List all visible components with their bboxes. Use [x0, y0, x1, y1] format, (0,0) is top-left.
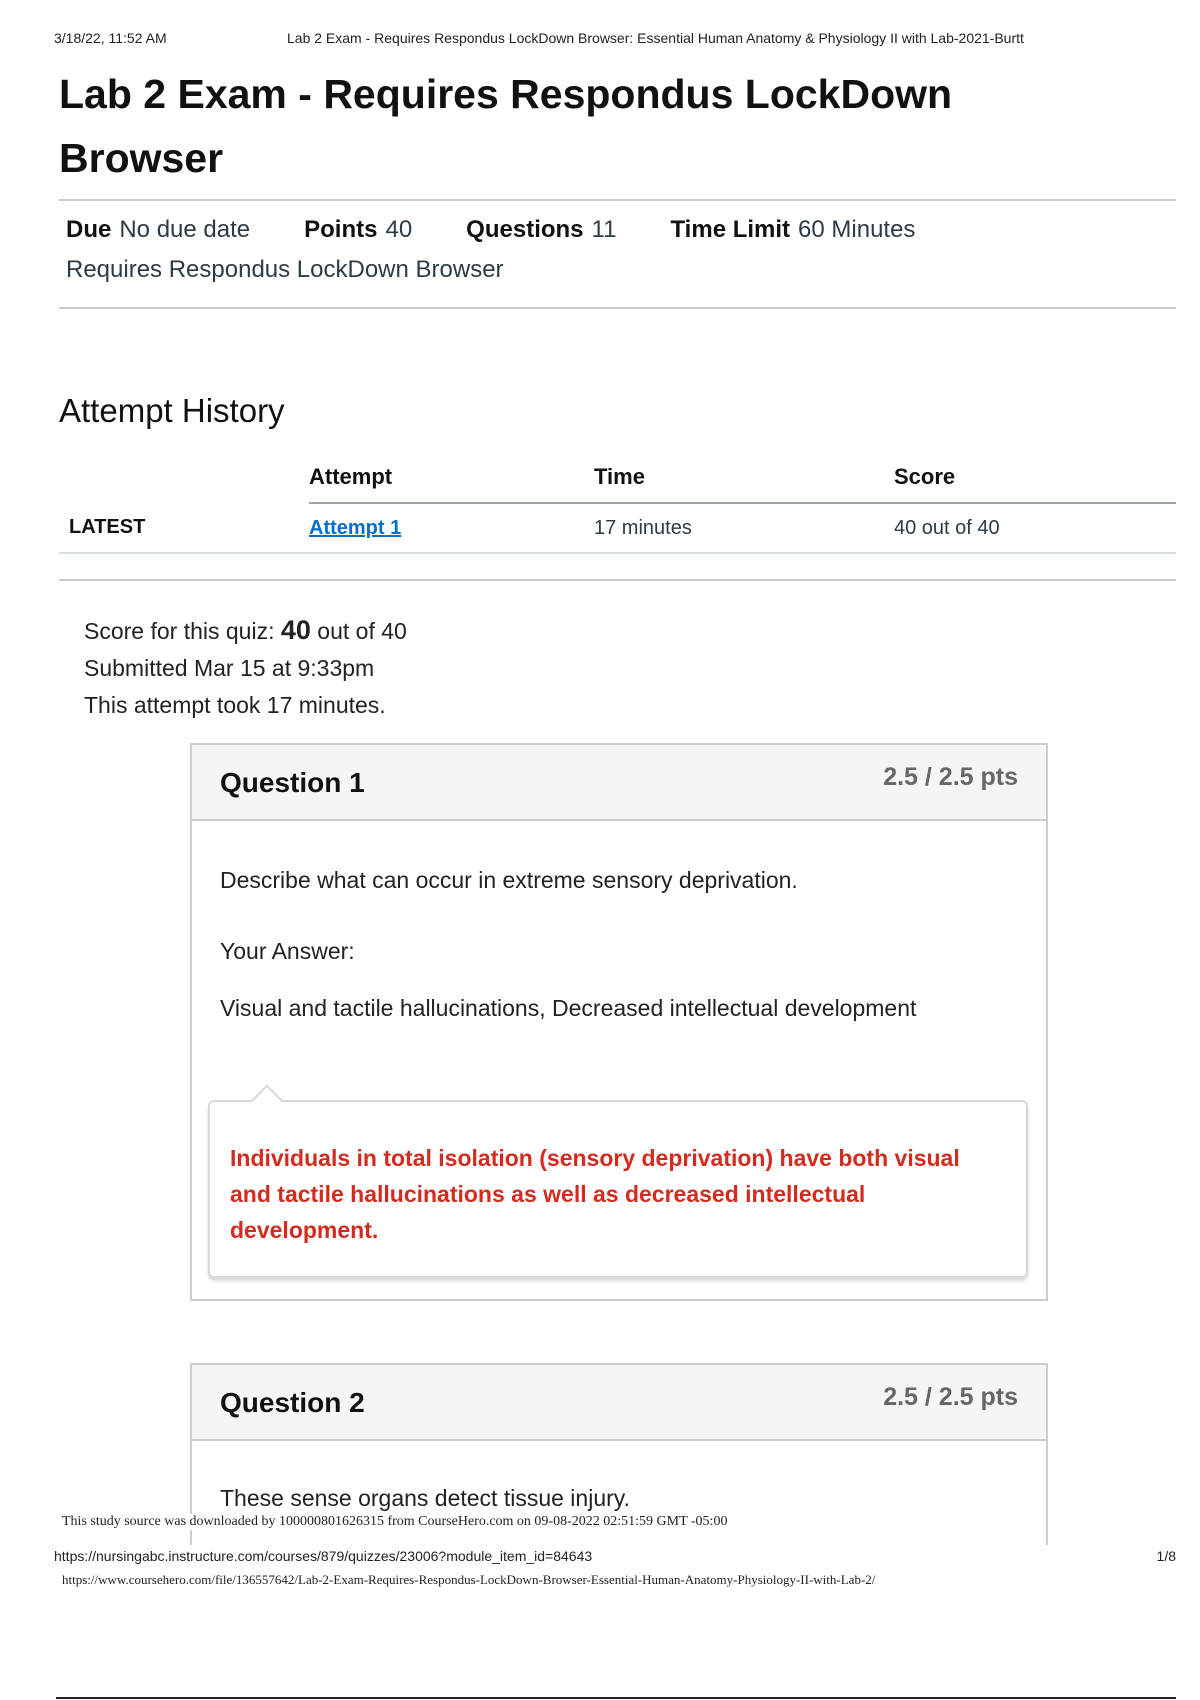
feedback-arrow [251, 1084, 282, 1115]
your-answer-text: Visual and tactile hallucinations, Decreased intellectual development [220, 995, 917, 1021]
details-divider [59, 307, 1176, 309]
question-points: 2.5 / 2.5 pts [883, 1383, 1018, 1411]
question-body [192, 821, 1046, 1022]
latest-tag: LATEST [59, 503, 309, 553]
bottom-divider [56, 1697, 1176, 1699]
title-divider [59, 199, 1176, 201]
submitted-line: Submitted Mar 15 at 9:33pm [84, 655, 375, 681]
question-card [190, 743, 1048, 1301]
print-document-title: Lab 2 Exam - Requires Respondus LockDown Browser: Essential Human Anatomy & Physiology II with Lab-2021-Burtt [287, 30, 1024, 46]
attempt-cell [309, 503, 594, 553]
page-url: https://nursingabc.instructure.com/courses/879/quizzes/23006?module_item_id=84643 [54, 1548, 593, 1564]
column-header-score: Score [894, 452, 1176, 503]
quiz-summary [84, 612, 407, 724]
attempt-1-link[interactable]: Attempt 1 [309, 516, 402, 539]
questions-detail: Questions 11 [466, 216, 617, 243]
time-cell: 17 minutes [594, 503, 894, 553]
lockdown-note: Requires Respondus LockDown Browser [66, 256, 504, 283]
print-date: 3/18/22, 11:52 AM [54, 30, 167, 46]
table-header-blank [59, 452, 309, 503]
feedback-text: Individuals in total isolation (sensory deprivation) have both visual and tactile hallucinations as well as decreased intellectual development. [230, 1145, 960, 1243]
question-name: Question 2 [220, 1387, 365, 1418]
time-limit-detail: Time Limit 60 Minutes [670, 216, 916, 243]
quiz-details [66, 216, 969, 284]
quiz-score-line: Score for this quiz: 40 out of 40 [84, 615, 407, 645]
quiz-score-value: 40 [280, 615, 311, 645]
question-body [192, 1441, 1046, 1512]
page-title: Lab 2 Exam - Requires Respondus LockDown Browser [59, 71, 953, 181]
points-detail: Points 40 [304, 216, 413, 243]
download-source-note: This study source was downloaded by 100000801626315 from CourseHero.com on 09-08-2022 02:51:59 GMT -05:00 [62, 1514, 728, 1529]
question-text: Describe what can occur in extreme sensory deprivation. [220, 867, 798, 893]
column-header-time: Time [594, 452, 894, 503]
answer-feedback [208, 1100, 1028, 1278]
page-number: 1/8 [1156, 1548, 1176, 1564]
your-answer-label: Your Answer: [220, 938, 355, 964]
attempt-history-table [59, 452, 1176, 554]
column-header-attempt: Attempt [309, 452, 594, 503]
score-cell: 40 out of 40 [894, 503, 1176, 553]
history-divider [59, 579, 1176, 581]
duration-line: This attempt took 17 minutes. [84, 692, 386, 718]
question-text: These sense organs detect tissue injury. [220, 1485, 630, 1511]
coursehero-url: https://www.coursehero.com/file/136557642/Lab-2-Exam-Requires-Respondus-LockDown-Browser-Essential-Human-Anatomy-Physiology-II-with-Lab-2/ [62, 1572, 876, 1587]
table-row [59, 503, 1176, 553]
question-name: Question 1 [220, 767, 365, 798]
due-detail: Due No due date [66, 216, 251, 243]
question-points: 2.5 / 2.5 pts [883, 763, 1018, 791]
question-header [192, 745, 1046, 821]
attempt-history-title: Attempt History [59, 392, 285, 429]
table-header-row [59, 452, 1176, 503]
question-header [192, 1365, 1046, 1441]
